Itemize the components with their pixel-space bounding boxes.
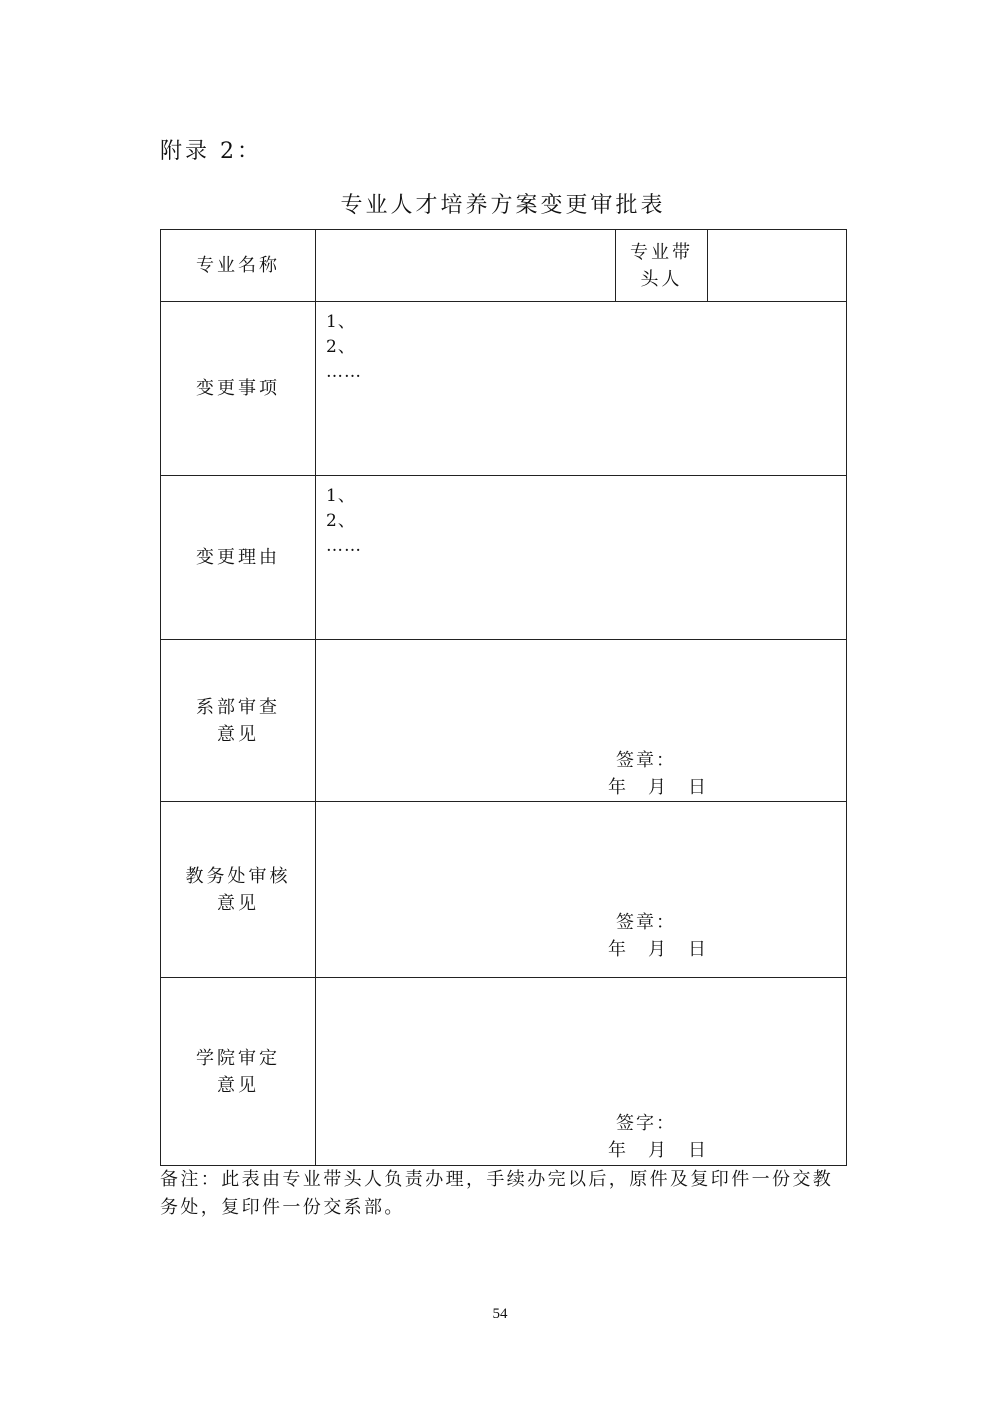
department-review-label-cell bbox=[161, 640, 316, 802]
change-reasons-label: 变更理由 bbox=[196, 547, 280, 568]
department-review-row bbox=[161, 640, 847, 802]
college-approval-label-line1: 学院审定 bbox=[196, 1047, 280, 1069]
academic-affairs-review-row bbox=[161, 802, 847, 978]
change-items-label: 变更事项 bbox=[196, 378, 280, 399]
college-approval-label-line2: 意见 bbox=[217, 1074, 259, 1096]
college-approval-signature bbox=[608, 1110, 708, 1164]
department-review-field[interactable] bbox=[316, 640, 847, 802]
college-approval-label-cell bbox=[161, 978, 316, 1166]
academic-affairs-review-label-line2: 意见 bbox=[217, 892, 259, 914]
academic-affairs-review-date-day: 日 bbox=[688, 939, 708, 960]
college-approval-date-day: 日 bbox=[688, 1140, 708, 1161]
major-name-label: 专业名称 bbox=[196, 255, 280, 276]
major-leader-label-cell bbox=[616, 230, 708, 302]
change-reason-line-2: 2、 bbox=[326, 511, 356, 531]
academic-affairs-review-signature bbox=[608, 909, 708, 963]
major-name-field[interactable] bbox=[316, 230, 616, 302]
form-title: 专业人才培养方案变更审批表 bbox=[340, 193, 666, 218]
college-approval-date-year: 年 bbox=[608, 1140, 628, 1161]
major-name-label-cell bbox=[161, 230, 316, 302]
change-item-line-ellipsis: …… bbox=[326, 362, 362, 382]
department-review-signature-label: 签章： bbox=[616, 750, 676, 771]
department-review-label-line2: 意见 bbox=[217, 723, 259, 745]
academic-affairs-review-date-year: 年 bbox=[608, 939, 628, 960]
department-review-date-day: 日 bbox=[688, 777, 708, 798]
major-row bbox=[161, 230, 847, 302]
approval-form-table bbox=[160, 229, 847, 1166]
college-approval-date-month: 月 bbox=[648, 1140, 668, 1161]
change-items-label-cell bbox=[161, 302, 316, 476]
academic-affairs-review-date bbox=[608, 936, 708, 963]
college-approval-row bbox=[161, 978, 847, 1166]
department-review-date-month: 月 bbox=[648, 777, 668, 798]
academic-affairs-review-signature-label: 签章： bbox=[616, 912, 676, 933]
department-review-date-year: 年 bbox=[608, 777, 628, 798]
change-items-list bbox=[326, 310, 362, 385]
academic-affairs-review-field[interactable] bbox=[316, 802, 847, 978]
change-reasons-label-cell bbox=[161, 476, 316, 640]
college-approval-date bbox=[608, 1137, 708, 1164]
change-reasons-list bbox=[326, 484, 362, 559]
change-items-row bbox=[161, 302, 847, 476]
change-item-line-1: 1、 bbox=[326, 312, 356, 332]
academic-affairs-review-label-cell bbox=[161, 802, 316, 978]
change-items-field[interactable] bbox=[316, 302, 847, 476]
change-reason-line-1: 1、 bbox=[326, 486, 356, 506]
college-approval-field[interactable] bbox=[316, 978, 847, 1166]
college-approval-signature-label: 签字： bbox=[616, 1113, 676, 1134]
form-note: 备注：此表由专业带头人负责办理，手续办完以后，原件及复印件一份交教务处，复印件一份交系部。 bbox=[160, 1169, 834, 1218]
change-reasons-row bbox=[161, 476, 847, 640]
appendix-label: 附录 2： bbox=[160, 139, 262, 164]
page-number: 54 bbox=[492, 1306, 508, 1322]
change-reason-line-ellipsis: …… bbox=[326, 536, 362, 556]
major-leader-field[interactable] bbox=[708, 230, 847, 302]
change-item-line-2: 2、 bbox=[326, 337, 356, 357]
academic-affairs-review-date-month: 月 bbox=[648, 939, 668, 960]
department-review-signature bbox=[608, 747, 708, 801]
major-leader-label-line1: 专业带 bbox=[630, 241, 693, 263]
academic-affairs-review-label-line1: 教务处审核 bbox=[185, 865, 291, 887]
change-reasons-field[interactable] bbox=[316, 476, 847, 640]
department-review-label-line1: 系部审查 bbox=[196, 696, 280, 718]
major-leader-label-line2: 头人 bbox=[640, 268, 683, 290]
department-review-date bbox=[608, 774, 708, 801]
